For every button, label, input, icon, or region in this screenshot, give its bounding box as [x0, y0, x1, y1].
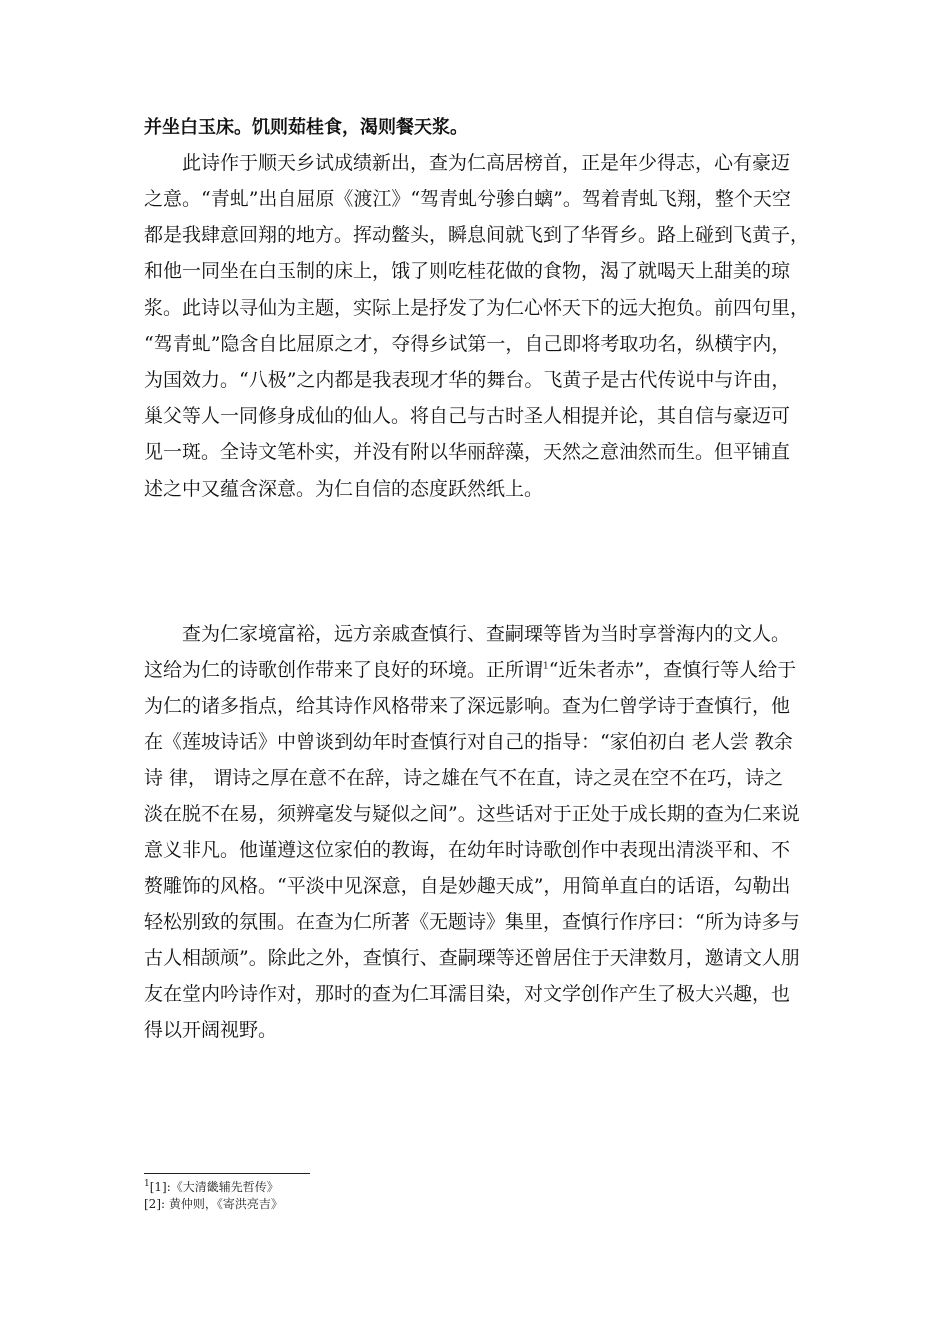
body-line: 友在堂内吟诗作对，那时的查为仁耳濡目染，对文学创作产生了极大兴趣，也: [144, 983, 791, 1005]
body-line: 轻松别致的氛围。在查为仁所著《无题诗》集里，查慎行作序曰：“所为诗多与: [144, 911, 800, 933]
footnote-separator: [144, 1173, 310, 1174]
body-line: 查为仁家境富裕，远方亲戚查慎行、查嗣瑮等皆为当时享誉海内的文人。: [144, 623, 791, 645]
footnote-text: [1]:《大清畿辅先哲传》: [149, 1180, 279, 1194]
body-line: 此诗作于顺天乡试成绩新出，查为仁高居榜首，正是年少得志，心有豪迈: [144, 152, 791, 174]
footnote-1: [144, 1180, 279, 1194]
footnote-mark: 1: [144, 1179, 150, 1189]
body-line: 为仁的诸多指点，给其诗作风格带来了深远影响。查为仁曾学诗于查慎行，他: [144, 695, 791, 717]
body-line: 都是我肆意回翔的地方。挥动鳖头，瞬息间就飞到了华胥乡。路上碰到飞黄子，: [144, 224, 810, 246]
body-line: 诗 律， 谓诗之厚在意不在辞，诗之雄在气不在直，诗之灵在空不在巧，诗之: [144, 767, 784, 789]
body-line: 古人相颉颃”。除此之外，查慎行、查嗣瑮等还曾居住于天津数月，邀请文人朋: [144, 947, 800, 969]
footnote-2: [2]: 黄仲则，《寄洪亮吉》: [144, 1197, 283, 1211]
body-line: 见一斑。全诗文笔朴实，并没有附以华丽辞藻，天然之意油然而生。但平铺直: [144, 441, 791, 463]
body-line: 赘雕饰的风格。“平淡中见深意，自是妙趣天成”，用简单直白的话语，勾勒出: [144, 875, 791, 897]
poem-line: 并坐白玉床。饥则茹桂食，渴则餐天浆。: [144, 117, 468, 138]
body-line: 在《莲坡诗话》中曾谈到幼年时查慎行对自己的指导：“家伯初白 老人尝 教余: [144, 731, 793, 753]
body-line: 和他一同坐在白玉制的床上，饿了则吃桂花做的食物，渴了就喝天上甜美的琼: [144, 260, 791, 282]
body-line-with-footnote: [144, 658, 824, 682]
body-text: 这给为仁的诗歌创作带来了良好的环境。正所谓: [144, 659, 544, 681]
body-line: 巢父等人一同修身成仙的仙人。将自己与古时圣人相提并论，其自信与豪迈可: [144, 405, 791, 427]
body-line: 为国效力。“八极”之内都是我表现才华的舞台。飞黄子是古代传说中与许由，: [144, 369, 791, 391]
body-line: 淡在脱不在易，须辨毫发与疑似之间”。这些话对于正处于成长期的查为仁来说: [144, 803, 800, 825]
body-line: 之意。“青虬”出自屈原《渡江》“驾青虬兮骖白螭”。驾着青虬飞翔，整个天空: [144, 188, 791, 210]
footnote-ref[interactable]: 1: [543, 661, 549, 672]
body-line: 意义非凡。他谨遵这位家伯的教诲，在幼年时诗歌创作中表现出清淡平和、不: [144, 839, 791, 861]
body-line: 得以开阔视野。: [144, 1019, 278, 1041]
body-line: “驾青虬”隐含自比屈原之才，夺得乡试第一，自己即将考取功名，纵横宇内，: [144, 333, 791, 355]
body-text: “近朱者赤”，查慎行等人给于: [548, 659, 797, 681]
body-line: 浆。此诗以寻仙为主题，实际上是抒发了为仁心怀天下的远大抱负。前四句里，: [144, 297, 810, 319]
body-line: 述之中又蕴含深意。为仁自信的态度跃然纸上。: [144, 478, 544, 500]
